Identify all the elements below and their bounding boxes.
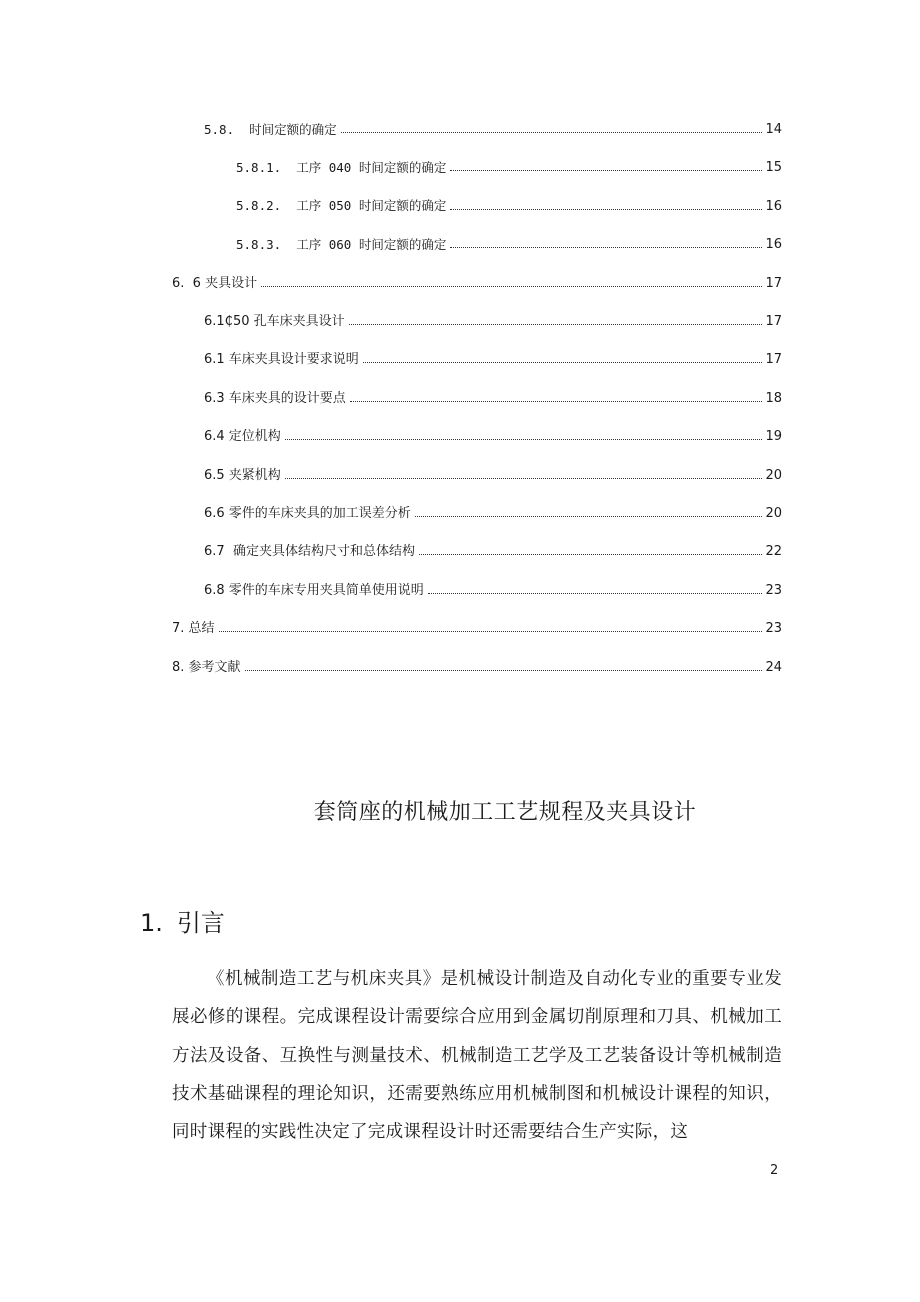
- toc-entry-page: 23: [765, 582, 782, 598]
- toc-entry[interactable]: [204, 577, 782, 597]
- toc-entry-page: 20: [765, 467, 782, 483]
- toc-dot-leader: [285, 478, 762, 479]
- toc-entry[interactable]: [204, 423, 782, 443]
- toc-entry[interactable]: [236, 231, 782, 251]
- toc-entry[interactable]: [204, 308, 782, 328]
- toc-entry[interactable]: [204, 462, 782, 482]
- toc-entry-label: 6.7 确定夹具体结构尺寸和总体结构: [204, 544, 415, 560]
- toc-dot-leader: [450, 247, 762, 248]
- page-number: 2: [770, 1163, 779, 1178]
- toc-dot-leader: [419, 554, 762, 555]
- toc-entry[interactable]: [204, 385, 782, 405]
- toc-entry-label: 7. 总结: [172, 621, 215, 637]
- toc-entry-label: 5.8.2. 工序 050 时间定额的确定: [236, 198, 447, 214]
- toc-entry-label: 5.8.1. 工序 040 时间定额的确定: [236, 159, 447, 175]
- toc-entry-label: 6.8 零件的车床专用夹具简单使用说明: [204, 582, 424, 598]
- toc-entry-page: 16: [765, 198, 782, 214]
- toc-entry-label: 5.8.3. 工序 060 时间定额的确定: [236, 236, 447, 252]
- toc-entry-label: 6.1 车床夹具设计要求说明: [204, 352, 359, 368]
- section-title: 引言: [176, 909, 225, 937]
- body-paragraph: 《机械制造工艺与机床夹具》是机械设计制造及自动化专业的重要专业发展必修的课程。完成课程设计需要综合应用到金属切削原理和刀具、机械加工方法及设备、互换性与测量技术、机械制造工艺学及工艺装备设计等机械制造技术基础课程的理论知识，还需要熟练应用机械制图和机械设计课程的知识，同时课程的实践性决定了完成课程设计时还需要结合生产实际，这: [172, 969, 782, 1143]
- toc-entry[interactable]: [172, 270, 782, 290]
- toc-entry-label: 6.1₵50 孔车床夹具设计: [204, 314, 345, 329]
- toc-dot-leader: [350, 401, 762, 402]
- toc-entry-page: 22: [765, 544, 782, 560]
- toc-entry-label: 6. 6 夹具设计: [172, 275, 258, 291]
- toc-entry[interactable]: [172, 615, 782, 635]
- toc-dot-leader: [450, 170, 762, 171]
- toc-entry-page: 20: [765, 506, 782, 521]
- toc-entry-label: 6.4 定位机构: [204, 429, 281, 445]
- toc-dot-leader: [261, 286, 762, 287]
- toc-dot-leader: [450, 209, 762, 210]
- toc-dot-leader: [363, 362, 762, 363]
- toc-dot-leader: [341, 132, 762, 133]
- toc-dot-leader: [415, 516, 762, 517]
- document-title: 套筒座的机械加工工艺规程及夹具设计: [313, 800, 697, 825]
- toc-entry-page: 23: [765, 621, 782, 637]
- toc-entry[interactable]: [172, 654, 782, 674]
- toc-dot-leader: [245, 670, 762, 671]
- toc-dot-leader: [428, 593, 762, 594]
- section-heading: [140, 903, 225, 938]
- section-number: 1.: [140, 909, 163, 937]
- toc-entry[interactable]: [204, 346, 782, 366]
- toc-entry-page: 19: [765, 429, 782, 445]
- toc-entry-label: 6.5 夹紧机构: [204, 467, 281, 483]
- toc-entry-label: 8. 参考文献: [172, 659, 241, 675]
- toc-entry-page: 15: [765, 160, 782, 176]
- toc-entry-page: 17: [765, 314, 782, 329]
- toc-entry-label: 6.3 车床夹具的设计要点: [204, 390, 346, 406]
- toc-entry-page: 14: [765, 122, 782, 137]
- toc-entry-page: 17: [765, 275, 782, 291]
- toc-entry-label: 6.6 零件的车床夹具的加工误差分析: [204, 506, 411, 521]
- toc-entry[interactable]: [204, 500, 782, 520]
- toc-entry-label: 5.8. 时间定额的确定: [204, 121, 337, 137]
- toc-entry-page: 17: [765, 352, 782, 368]
- toc-entry-page: 18: [765, 390, 782, 406]
- toc-entry-page: 24: [765, 659, 782, 675]
- toc-dot-leader: [349, 324, 762, 325]
- toc-entry-page: 16: [765, 237, 782, 253]
- toc-entry[interactable]: [236, 193, 782, 213]
- toc-entry[interactable]: [204, 116, 782, 136]
- toc-entry[interactable]: [204, 538, 782, 558]
- toc-dot-leader: [285, 439, 762, 440]
- toc-entry[interactable]: [236, 154, 782, 174]
- toc-dot-leader: [219, 631, 762, 632]
